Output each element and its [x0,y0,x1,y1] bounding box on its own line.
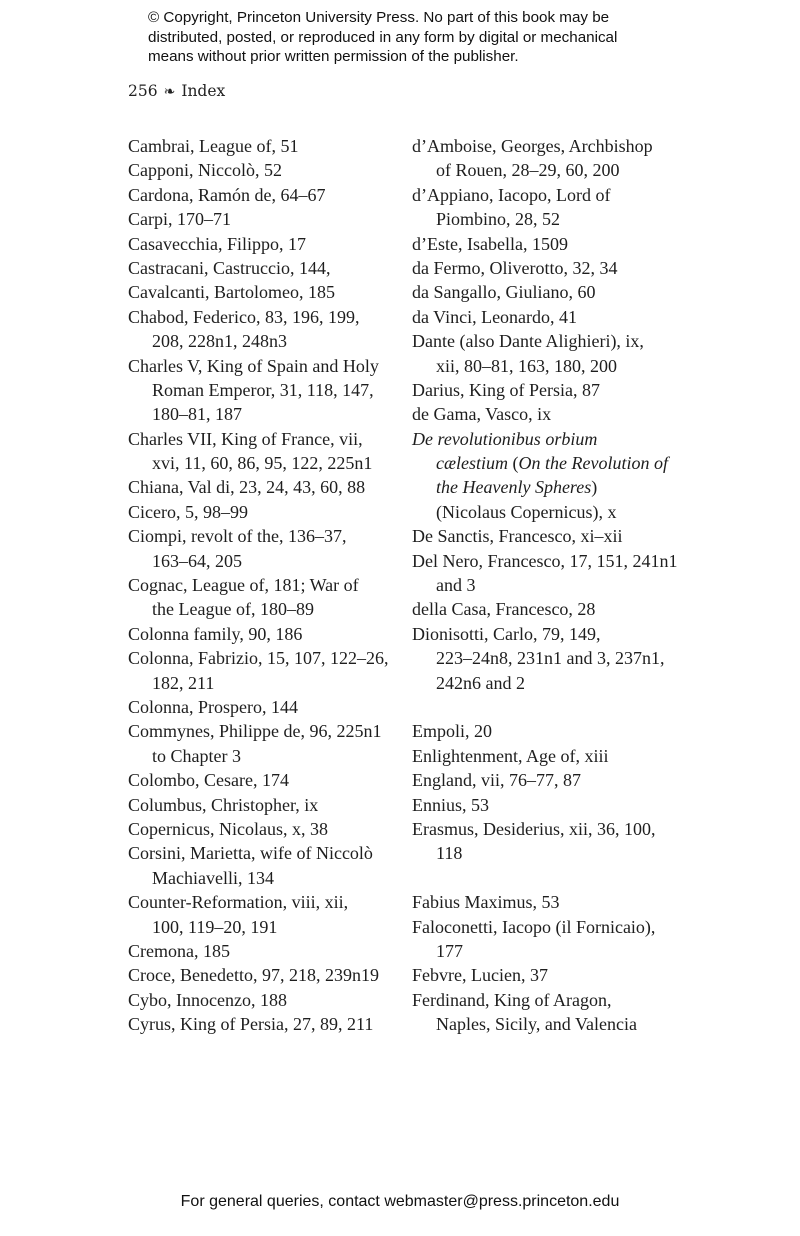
index-entry: De revolutionibus orbium [412,428,598,449]
index-entry: della Casa, Francesco, 28 [412,599,596,620]
index-entry: Ferdinand, King of Aragon, [412,989,612,1010]
index-entry: Ciompi, revolt of the, 136–37, [128,526,347,547]
index-entry: da Fermo, Oliverotto, 32, 34 [412,257,618,278]
index-entry-continuation: 242n6 and 2 [436,672,525,693]
index-entry: Cybo, Innocenzo, 188 [128,989,287,1010]
index-entry-continuation: xii, 80–81, 163, 180, 200 [436,355,618,376]
index-entry: Dante (also Dante Alighieri), ix, [412,331,644,352]
index-entry: Fabius Maximus, 53 [412,892,560,913]
index-entry: Enlightenment, Age of, xiii [412,745,609,766]
index-entry-continuation: 100, 119–20, 191 [152,916,278,937]
index-entry-continuation: 180–81, 187 [152,404,242,425]
index-entry: Dionisotti, Carlo, 79, 149, [412,623,601,644]
index-spacer [412,695,682,719]
index-entry: Cicero, 5, 98–99 [128,501,248,522]
index-entry: Counter-Reformation, viii, xii, [128,892,349,913]
index-entry: Colombo, Cesare, 174 [128,770,289,791]
index-entry-continuation: Machiavelli, 134 [152,867,274,888]
index-entry-continuation: 208, 228n1, 248n3 [152,331,287,352]
fleuron-ornament-icon: ❧ [163,84,176,100]
index-entry-continuation: cælestium (On the Revolution of [436,453,668,474]
index-entry: Cardona, Ramón de, 64–67 [128,184,326,205]
index-entry: England, vii, 76–77, 87 [412,770,581,791]
index-entry: Empoli, 20 [412,721,492,742]
copyright-line: means without prior written permission of the publisher. [148,48,519,65]
index-entry: Charles V, King of Spain and Holy [128,355,379,376]
running-head [128,80,225,103]
footer-contact: For general queries, contact webmaster@press.princeton.edu [180,1193,620,1210]
index-entry: Ennius, 53 [412,794,490,815]
index-entry: Charles VII, King of France, vii, [128,428,363,449]
index-entry: Capponi, Niccolò, 52 [128,160,282,181]
index-entry: Faloconetti, Iacopo (il Fornicaio), [412,916,656,937]
index-entry: Corsini, Marietta, wife of Niccolò [128,843,373,864]
index-spacer [412,866,682,890]
index-entry-continuation: of Rouen, 28–29, 60, 200 [436,160,620,181]
index-entry: Chiana, Val di, 23, 24, 43, 60, 88 [128,477,366,498]
index-entry: Commynes, Philippe de, 96, 225n1 [128,721,382,742]
copyright-notice [148,8,668,67]
index-entry: da Vinci, Leonardo, 41 [412,306,578,327]
index-entry-continuation: the Heavenly Spheres) [436,477,598,498]
index-entry: De Sanctis, Francesco, xi–xii [412,526,623,547]
index-entry: Columbus, Christopher, ix [128,794,319,815]
index-entry-continuation: 223–24n8, 231n1 and 3, 237n1, [436,648,665,669]
copyright-line: © Copyright, Princeton University Press. No part of this book may be [148,9,610,26]
index-column-left [128,134,400,1036]
index-entry: d’Amboise, Georges, Archbishop [412,136,653,156]
page-number: 256 [128,82,158,100]
index-entry: Chabod, Federico, 83, 196, 199, [128,306,360,327]
index-entry: Cremona, 185 [128,940,230,961]
index-entry: Erasmus, Desiderius, xii, 36, 100, [412,818,656,839]
index-entry: Cavalcanti, Bartolomeo, 185 [128,282,335,303]
index-entry: Colonna, Prospero, 144 [128,696,298,717]
index-entry: Carpi, 170–71 [128,209,231,230]
index-entry-continuation: the League of, 180–89 [152,599,314,620]
index-entry-continuation: 118 [436,843,463,864]
index-entry: Colonna family, 90, 186 [128,623,303,644]
index-entry: Castracani, Castruccio, 144, [128,257,331,278]
index-entry: da Sangallo, Giuliano, 60 [412,282,596,303]
index-entry-continuation: Naples, Sicily, and Valencia [436,1014,637,1035]
index-entry-continuation: Piombino, 28, 52 [436,209,561,230]
index-entry: de Gama, Vasco, ix [412,404,552,425]
index-entry-continuation: Roman Emperor, 31, 118, 147, [152,379,374,400]
index-entry-continuation: 182, 211 [152,672,215,693]
index-entry: Casavecchia, Filippo, 17 [128,233,306,254]
index-entry: Cognac, League of, 181; War of [128,575,359,596]
index-column-right [412,134,682,1036]
index-entry: Cyrus, King of Persia, 27, 89, 211 [128,1014,374,1035]
index-entry-continuation: to Chapter 3 [152,745,241,766]
index-entry: Del Nero, Francesco, 17, 151, 241n1 [412,550,678,571]
copyright-line: distributed, posted, or reproduced in any form by digital or mechanical [148,28,618,46]
index-entry: d’Este, Isabella, 1509 [412,233,568,254]
index-entry: Copernicus, Nicolaus, x, 38 [128,818,328,839]
index-entry: Croce, Benedetto, 97, 218, 239n19 [128,965,379,986]
index-entry: Febvre, Lucien, 37 [412,965,548,986]
index-entry-continuation: (Nicolaus Copernicus), x [436,501,617,522]
index-entry: d’Appiano, Iacopo, Lord of [412,184,611,205]
index-entry: Cambrai, League of, 51 [128,136,299,156]
index-entry-continuation: and 3 [436,575,476,596]
index-entry-continuation: xvi, 11, 60, 86, 95, 122, 225n1 [152,453,373,474]
index-entry-continuation: 177 [436,940,463,961]
section-title: Index [181,82,226,100]
index-entry: Darius, King of Persia, 87 [412,379,600,400]
index-entry-continuation: 163–64, 205 [152,550,242,571]
index-entry: Colonna, Fabrizio, 15, 107, 122–26, [128,648,389,669]
